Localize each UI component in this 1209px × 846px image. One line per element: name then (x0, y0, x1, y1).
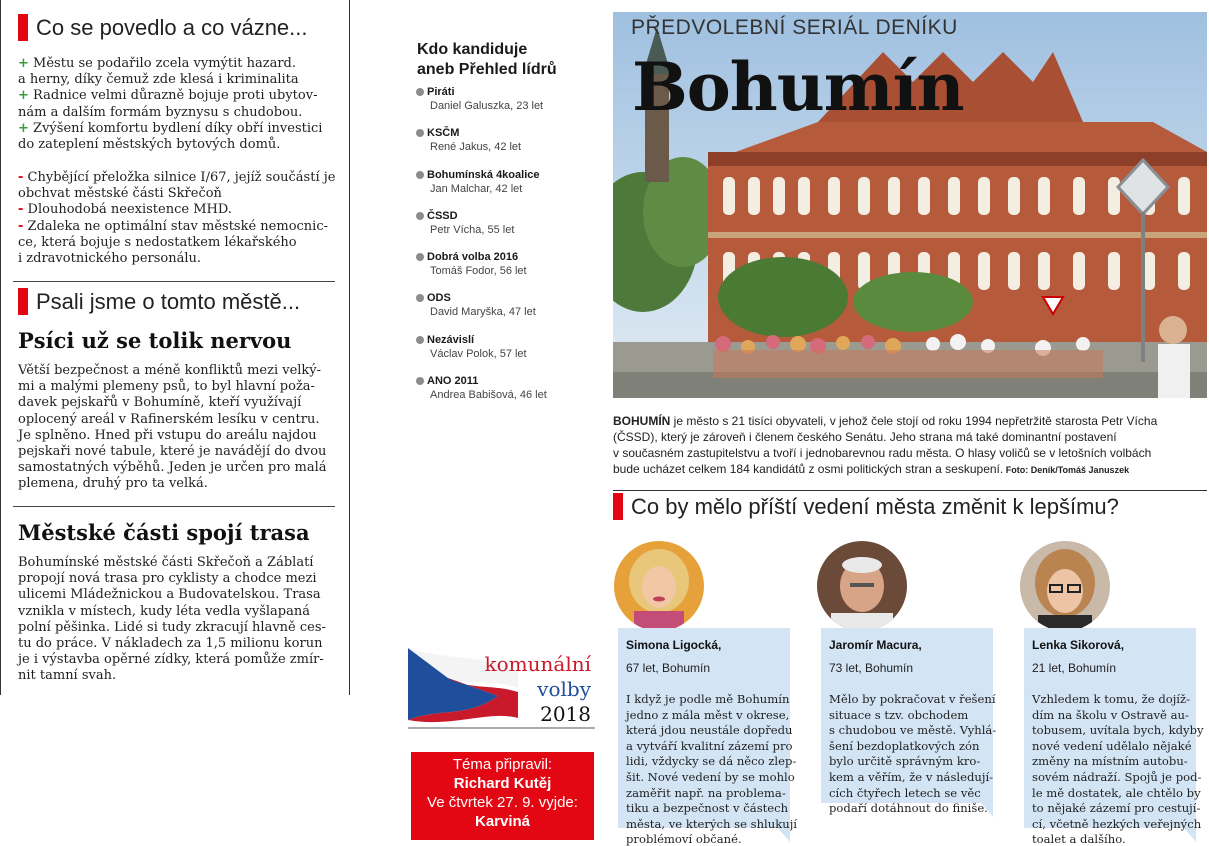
bullet-icon (416, 129, 424, 137)
minus-icon: - (18, 202, 24, 218)
article-headline: Městské části spojí trasa (18, 520, 310, 545)
list-item-line: + Zvýšení komfortu bydlení díky obří investici (18, 120, 323, 136)
leader-name: Václav Polok, 57 let (430, 347, 527, 360)
candidate-item (416, 210, 606, 251)
leader-name: Andrea Babišová, 46 let (430, 389, 547, 402)
logo-word: volby (537, 677, 591, 701)
minus-icon: - (18, 218, 24, 234)
leader-name: Daniel Galuszka, 23 let (430, 100, 544, 112)
person-age: 21 let, Bohumín (1032, 661, 1117, 675)
section-header-articles (18, 288, 300, 315)
article-body: Větší bezpečnost a méně konfliktů mezi velký- mi a malými plemeny psů, to byl hlavní poža- davek pejskařů v Bohumíně, kteří využívají oplocený areál v Rafinerském lesíku v centru. Je splněno. Hned při vstupu do areálu najdou pejskaři nové tabule, které je navádějí do dvou samostatných výběhů. Jeden je určen pro malá plemena, druhý pro ta velká. (18, 363, 327, 492)
divider (613, 490, 1207, 491)
leader-name: David Maryška, 47 let (430, 306, 536, 319)
candidate-item (416, 86, 606, 127)
section-header-poll (613, 493, 1119, 520)
party-name: ODS (416, 292, 606, 304)
person-quote: I když je podle mě Bohumín jedno z mála měst v okrese, která jdou neustále dopředu a vytváří kvalitní zázemí pro lidi, vždycky se dá něco zlep- šit. Nové vedení by se mohlo zaměřit např. na problema- tiku a bezpečnost v částech města, ve kterých se shlukují problémoví občané. (626, 692, 798, 846)
bubble-tail (778, 828, 790, 842)
divider (408, 727, 595, 729)
candidate-item (416, 292, 606, 333)
candidate-item (416, 251, 606, 292)
list-item-line: - Dlouhodobá neexistence MHD. (18, 202, 232, 218)
bullet-icon (416, 377, 424, 385)
person-name: Lenka Sikorová, (1032, 638, 1125, 652)
section-title: Psali jsme o tomto městě... (36, 288, 301, 314)
list-item-line: obchvat městské části Skřečoň (18, 186, 222, 202)
bubble-tail (981, 803, 993, 817)
elections-logo (408, 648, 595, 730)
red-bar-icon (18, 14, 28, 41)
candidates-list (416, 86, 606, 416)
plus-icon: + (18, 120, 29, 136)
logo-word: komunální (484, 652, 591, 676)
bullet-icon (416, 253, 424, 261)
list-item-line: + Městu se podařilo zcela vymýtit hazard. (18, 56, 297, 71)
list-item-line: a herny, díky čemuž zde klesá i kriminalita (18, 72, 299, 88)
person-name: Simona Ligocká, (626, 638, 722, 652)
avatar (614, 541, 704, 631)
positives-list (18, 56, 343, 153)
list-item-line: ce, která bojuje s nedostatkem lékařského (18, 234, 297, 250)
quote-bubble (821, 628, 997, 816)
list-item-line: nám a dalším formám byznysu s chudobou. (18, 104, 303, 120)
credits-label: Téma připravil: (452, 756, 553, 773)
candidates-title: Kdo kandiduje aneb Přehled lídrů (417, 41, 557, 78)
red-bar-icon (18, 288, 28, 315)
left-column (0, 0, 350, 695)
leader-name: Tomáš Fodor, 56 let (430, 265, 527, 278)
credits-box (411, 752, 594, 840)
party-name: Bohumínská 4koalice (416, 169, 606, 181)
minus-icon: - (18, 170, 24, 185)
quote-bubble (1024, 628, 1204, 846)
party-name: Nezávislí (416, 334, 606, 346)
plus-icon: + (18, 88, 29, 104)
section-title: Co by mělo příští vedení města změnit k lepšímu? (631, 493, 1119, 519)
candidate-item (416, 127, 606, 168)
leader-name: Petr Vícha, 55 let (430, 223, 515, 236)
section-header-achievements (18, 14, 308, 41)
section-title: Co se povedlo a co vázne... (36, 14, 308, 40)
bullet-icon (416, 171, 424, 179)
negatives-list (18, 170, 343, 267)
party-name: Piráti (416, 86, 606, 98)
bullet-icon (416, 294, 424, 302)
list-item-line: - Zdaleka ne optimální stav městské nemocnic- (18, 218, 329, 234)
list-item-line: i zdravotnického personálu. (18, 251, 202, 267)
series-kicker: PŘEDVOLEBNÍ SERIÁL DENÍKU (631, 16, 958, 39)
party-name: KSČM (416, 127, 606, 139)
author-name: Richard Kutěj (453, 775, 552, 792)
candidate-item (416, 334, 606, 375)
candidate-item (416, 375, 606, 416)
divider (13, 506, 335, 507)
article-body: Bohumínské městské části Skřečoň a Záblatí propojí nová trasa pro cyklisty a chodce mezi ulicemi Mládežnickou a Budovatelskou. Trasa vznikla v místech, kudy léta vedla vyšlapaná polní pěšinka. Lidé si tudy zkracují hlavně ces- tu do práce. V nákladech za 1,5 milionu korun je i výstavba opěrné zídky, která pomůže zmír- nit tamní svah. (18, 555, 326, 684)
person-age: 73 let, Bohumín (829, 661, 914, 675)
party-name: ČSSD (416, 210, 606, 222)
next-town: Karviná (474, 813, 531, 830)
bullet-icon (416, 212, 424, 220)
list-item-line: do zateplení městských bytových domů. (18, 137, 281, 153)
person-name: Jaromír Macura, (829, 638, 922, 652)
logo-year: 2018 (540, 702, 591, 726)
photo-caption: BOHUMÍN je město s 21 tisíci obyvateli, v jehož čele stojí od roku 1994 nepřetržitě starosta Petr Vícha (ČSSD), který je zároveň i členem českého Senátu. Jeho strana má také dominantní postavení v současném zastupitelstvu a tvoří i jednobarevnou radu města. O hlasy voličů se v letošních volbách bude ucházet celkem 184 kandidátů z osmi politických stran a seskupení. Foto: Deník/Tomáš Januszek (613, 414, 1158, 476)
divider (13, 281, 335, 282)
avatar (817, 541, 907, 631)
quote-bubble (618, 628, 798, 846)
page-title: Bohumín (632, 48, 964, 126)
next-issue-label: Ve čtvrtek 27. 9. vyjde: (427, 794, 578, 811)
party-name: ANO 2011 (416, 375, 606, 387)
person-quote: Vzhledem k tomu, že dojíž- dím na školu v Ostravě au- tobusem, uvítala bych, kdyby nové vedení udělalo nějaké změny na místním autobu- sovém nádraží. Spojů je pod- le mě dostatek, ale chtělo by to nějaké zázemí pro cestují- cí, včetně hezkých veřejných toalet a dalšího. (1032, 692, 1204, 846)
person-quote: Mělo by pokračovat v řešení situace s tzv. obchodem s chudobou ve městě. Vyhlá- šení bezdoplatkových zón bylo určitě správným kro- kem a věřím, že v následují- cích čtyřech letech se věc podaří dotáhnout do finiše. (829, 692, 997, 816)
bullet-icon (416, 88, 424, 96)
list-item-line: + Radnice velmi důrazně bojuje proti ubytov- (18, 88, 318, 104)
avatar (1020, 541, 1110, 631)
article-headline: Psíci už se tolik nervou (18, 328, 292, 353)
red-bar-icon (613, 493, 623, 520)
plus-icon: + (18, 56, 29, 71)
leader-name: Jan Malchar, 42 let (430, 182, 523, 195)
bullet-icon (416, 336, 424, 344)
party-name: Dobrá volba 2016 (416, 251, 606, 263)
person-age: 67 let, Bohumín (626, 661, 711, 675)
leader-name: René Jakus, 42 let (430, 141, 522, 154)
list-item-line: - Chybějící přeložka silnice I/67, jejíž součástí je (18, 170, 336, 185)
bubble-tail (1184, 828, 1196, 842)
candidate-item (416, 169, 606, 210)
